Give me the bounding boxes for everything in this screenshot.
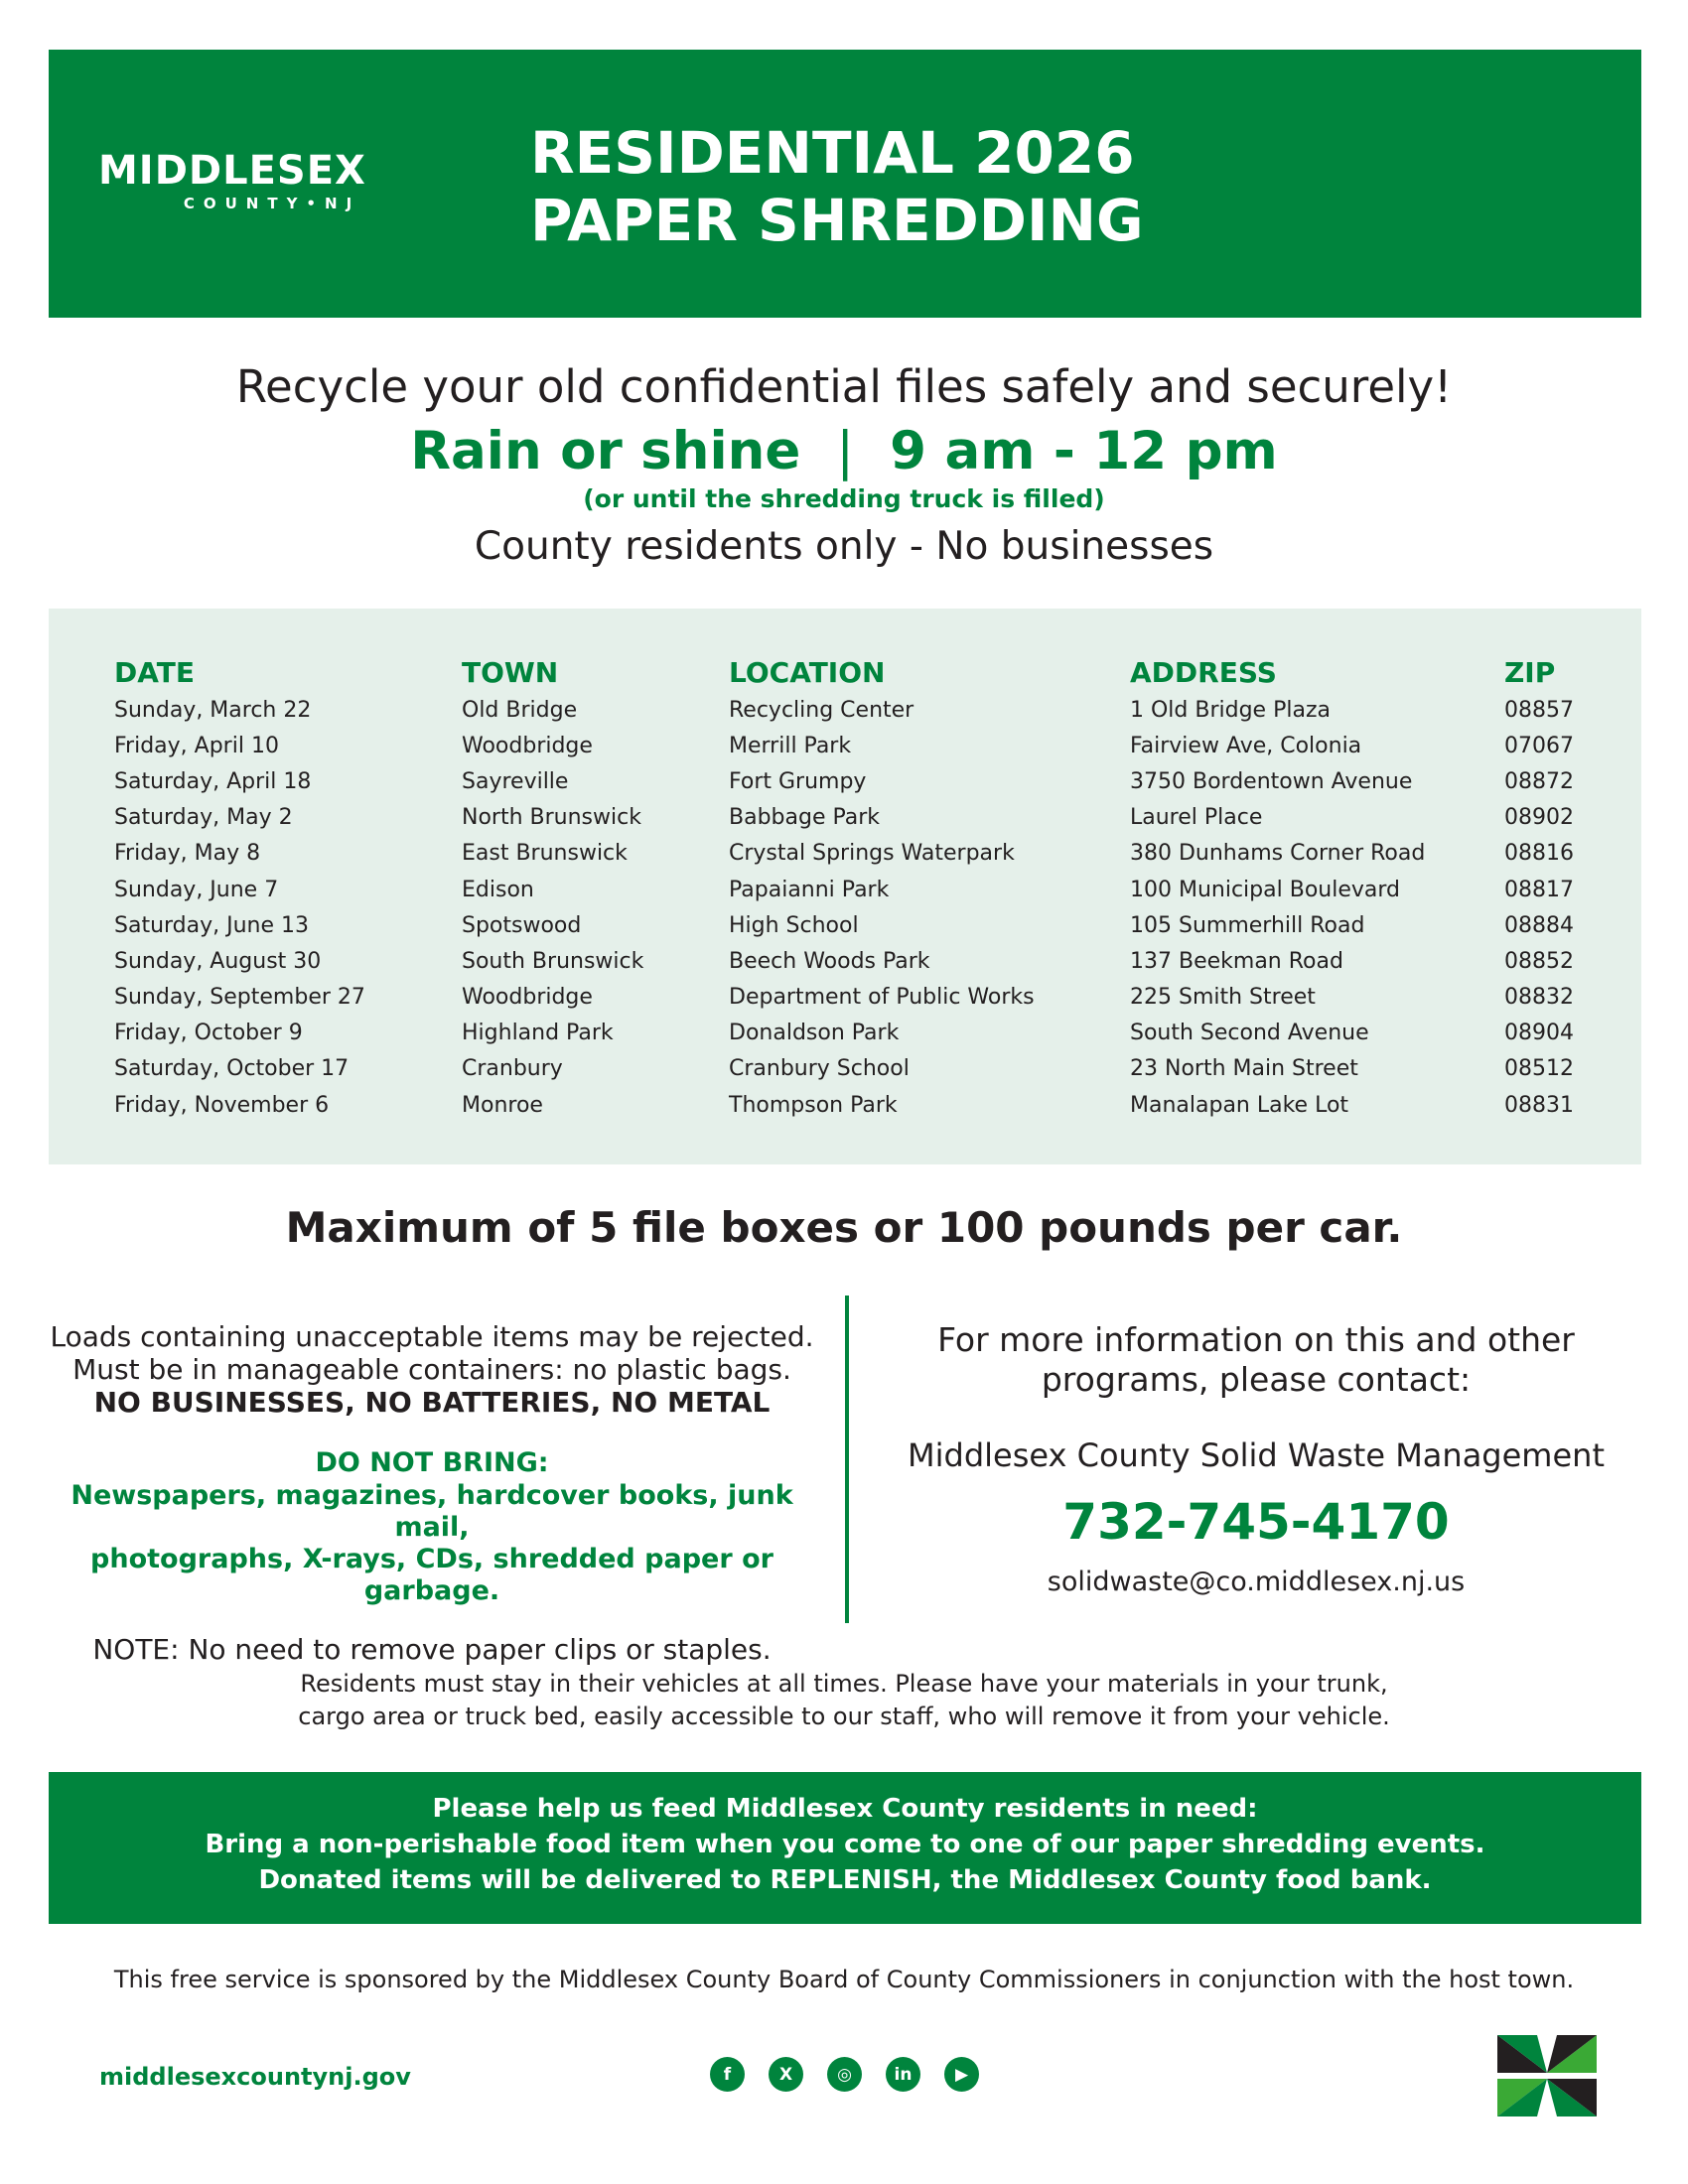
schedule-header-row: [114, 652, 1594, 692]
agency-name: Middlesex County Solid Waste Management: [908, 1436, 1605, 1474]
cell-date: Friday, May 8: [114, 841, 261, 867]
cell-zip: 08817: [1504, 877, 1574, 902]
schedule-row: [114, 1087, 1594, 1123]
column-divider: [845, 1296, 849, 1623]
rules-column: [45, 1320, 819, 1666]
contact-intro-line: programs, please contact:: [1041, 1360, 1472, 1399]
linkedin-icon[interactable]: in: [886, 2057, 920, 2092]
cell-date: Saturday, May 2: [114, 805, 293, 831]
food-line: Bring a non-perishable food item when you come to one of our paper shredding events.: [205, 1830, 1485, 1859]
cell-date: Saturday, October 17: [114, 1056, 350, 1082]
cell-address: Fairview Ave, Colonia: [1130, 733, 1362, 758]
cell-zip: 08872: [1504, 768, 1574, 794]
email-address[interactable]: solidwaste@co.middlesex.nj.us: [1047, 1567, 1466, 1597]
logo-wordmark: MIDDLESEX: [98, 148, 366, 194]
cell-address: South Second Avenue: [1130, 1021, 1369, 1046]
cell-town: Old Bridge: [462, 697, 578, 723]
stay-line: cargo area or truck bed, easily accessible to our staff, who will remove it from your vehicle.: [298, 1703, 1390, 1730]
cell-town: Woodbridge: [462, 733, 593, 758]
cell-zip: 08512: [1504, 1056, 1574, 1082]
schedule-row: [114, 692, 1594, 728]
cell-location: Papaianni Park: [729, 877, 890, 902]
schedule-row: [114, 1051, 1594, 1087]
cell-address: 137 Beekman Road: [1130, 948, 1343, 974]
cell-town: North Brunswick: [462, 805, 641, 831]
header-address: ADDRESS: [1130, 655, 1277, 689]
event-hours: [0, 419, 1688, 484]
sponsor-note: This free service is sponsored by the Middlesex County Board of County Commissioners in conjunction with the host town.: [113, 1966, 1575, 1993]
cell-location: Merrill Park: [729, 733, 852, 758]
cell-town: East Brunswick: [462, 841, 628, 867]
cell-town: Monroe: [462, 1092, 543, 1118]
cell-town: Highland Park: [462, 1021, 614, 1046]
rule-line-bold: NO BUSINESSES, NO BATTERIES, NO METAL: [93, 1386, 771, 1419]
logo-subtitle: COUNTY•NJ: [183, 195, 361, 212]
schedule-row: [114, 763, 1594, 799]
cell-address: 100 Municipal Boulevard: [1130, 877, 1400, 902]
schedule-row: [114, 800, 1594, 836]
cell-zip: 08831: [1504, 1092, 1574, 1118]
header-location: LOCATION: [729, 655, 886, 689]
cell-zip: 08902: [1504, 805, 1574, 831]
cell-zip: 08816: [1504, 841, 1574, 867]
instagram-icon[interactable]: ◎: [827, 2057, 862, 2092]
cell-town: Edison: [462, 877, 534, 902]
schedule-row: [114, 907, 1594, 943]
cell-town: Spotswood: [462, 912, 582, 938]
tagline: Recycle your old confidential files safely and securely!: [235, 360, 1453, 413]
load-limit: Maximum of 5 file boxes or 100 pounds per car.: [285, 1203, 1403, 1252]
cell-address: Laurel Place: [1130, 805, 1263, 831]
cell-address: 225 Smith Street: [1130, 985, 1316, 1011]
contact-intro: [864, 1320, 1648, 1400]
schedule-row: [114, 836, 1594, 872]
contact-intro-line: For more information on this and other: [937, 1320, 1575, 1359]
do-not-bring-line: Newspapers, magazines, hardcover books, junk mail,: [70, 1480, 793, 1543]
cell-location: High School: [729, 912, 859, 938]
cell-zip: 08852: [1504, 948, 1574, 974]
website-link[interactable]: middlesexcountynj.gov: [99, 2063, 411, 2091]
cell-date: Sunday, September 27: [114, 985, 365, 1011]
cell-location: Department of Public Works: [729, 985, 1035, 1011]
cell-address: 105 Summerhill Road: [1130, 912, 1365, 938]
stay-in-vehicle-note: [0, 1668, 1688, 1733]
cell-town: Woodbridge: [462, 985, 593, 1011]
schedule-row: [114, 1016, 1594, 1051]
schedule-row: [114, 728, 1594, 763]
hours-separator: |: [836, 421, 855, 481]
cell-zip: 08884: [1504, 912, 1574, 938]
cell-address: Manalapan Lake Lot: [1130, 1092, 1349, 1118]
social-links: [710, 2057, 979, 2092]
schedule-row: [114, 980, 1594, 1016]
do-not-bring-list: [45, 1480, 819, 1607]
cell-location: Donaldson Park: [729, 1021, 900, 1046]
cell-address: 380 Dunhams Corner Road: [1130, 841, 1426, 867]
x-icon[interactable]: X: [769, 2057, 803, 2092]
rule-line: Must be in manageable containers: no plastic bags.: [72, 1353, 791, 1386]
cell-date: Saturday, April 18: [114, 768, 312, 794]
stay-line: Residents must stay in their vehicles at all times. Please have your materials in your trunk,: [300, 1670, 1388, 1698]
staples-note: NOTE: No need to remove paper clips or staples.: [92, 1633, 772, 1666]
contact-column: [864, 1320, 1648, 1597]
do-not-bring-title: DO NOT BRING:: [315, 1447, 549, 1478]
schedule-row: [114, 943, 1594, 979]
cell-location: Cranbury School: [729, 1056, 910, 1082]
hours-time: 9 am - 12 pm: [890, 421, 1278, 481]
cell-date: Friday, October 9: [114, 1021, 303, 1046]
cell-location: Thompson Park: [729, 1092, 898, 1118]
facebook-icon[interactable]: f: [710, 2057, 745, 2092]
cell-location: Beech Woods Park: [729, 948, 930, 974]
cell-zip: 08832: [1504, 985, 1574, 1011]
cell-town: Sayreville: [462, 768, 569, 794]
cell-date: Sunday, August 30: [114, 948, 322, 974]
cell-town: Cranbury: [462, 1056, 563, 1082]
cell-address: 23 North Main Street: [1130, 1056, 1358, 1082]
cell-address: 3750 Bordentown Avenue: [1130, 768, 1413, 794]
header-zip: ZIP: [1504, 655, 1556, 689]
rain-or-shine: Rain or shine: [410, 421, 801, 481]
schedule-table: [114, 652, 1594, 1123]
cell-location: Crystal Springs Waterpark: [729, 841, 1015, 867]
cell-address: 1 Old Bridge Plaza: [1130, 697, 1331, 723]
food-drive-banner: [49, 1772, 1641, 1924]
do-not-bring-line: photographs, X-rays, CDs, shredded paper or garbage.: [90, 1544, 774, 1606]
food-line: Please help us feed Middlesex County residents in need:: [432, 1794, 1258, 1824]
cell-zip: 07067: [1504, 733, 1574, 758]
header-town: TOWN: [462, 655, 559, 689]
rule-line: Loads containing unacceptable items may be rejected.: [50, 1320, 814, 1353]
header-banner: [49, 50, 1641, 318]
residents-only-note: County residents only - No businesses: [474, 524, 1214, 569]
cell-zip: 08904: [1504, 1021, 1574, 1046]
cell-location: Fort Grumpy: [729, 768, 867, 794]
schedule-body: [114, 692, 1594, 1123]
cell-location: Recycling Center: [729, 697, 914, 723]
page-title: [530, 119, 1144, 254]
cell-location: Babbage Park: [729, 805, 881, 831]
phone-number[interactable]: 732-745-4170: [1062, 1493, 1450, 1551]
cell-town: South Brunswick: [462, 948, 644, 974]
food-line: Donated items will be delivered to REPLENISH, the Middlesex County food bank.: [258, 1865, 1432, 1895]
schedule-row: [114, 872, 1594, 907]
header-date: DATE: [114, 655, 195, 689]
youtube-icon[interactable]: ▶: [944, 2057, 979, 2092]
county-m-logo-icon: [1497, 2035, 1597, 2116]
cell-zip: 08857: [1504, 697, 1574, 723]
title-line-1: RESIDENTIAL 2026: [530, 119, 1135, 187]
cell-date: Sunday, June 7: [114, 877, 279, 902]
cell-date: Saturday, June 13: [114, 912, 310, 938]
cell-date: Friday, November 6: [114, 1092, 330, 1118]
cell-date: Friday, April 10: [114, 733, 279, 758]
title-line-2: PAPER SHREDDING: [530, 187, 1144, 254]
intro-section: [0, 357, 1688, 574]
middlesex-county-logo: [98, 149, 406, 212]
cell-date: Sunday, March 22: [114, 697, 312, 723]
hours-note: (or until the shredding truck is filled): [583, 484, 1105, 513]
schedule-panel: [49, 609, 1641, 1164]
